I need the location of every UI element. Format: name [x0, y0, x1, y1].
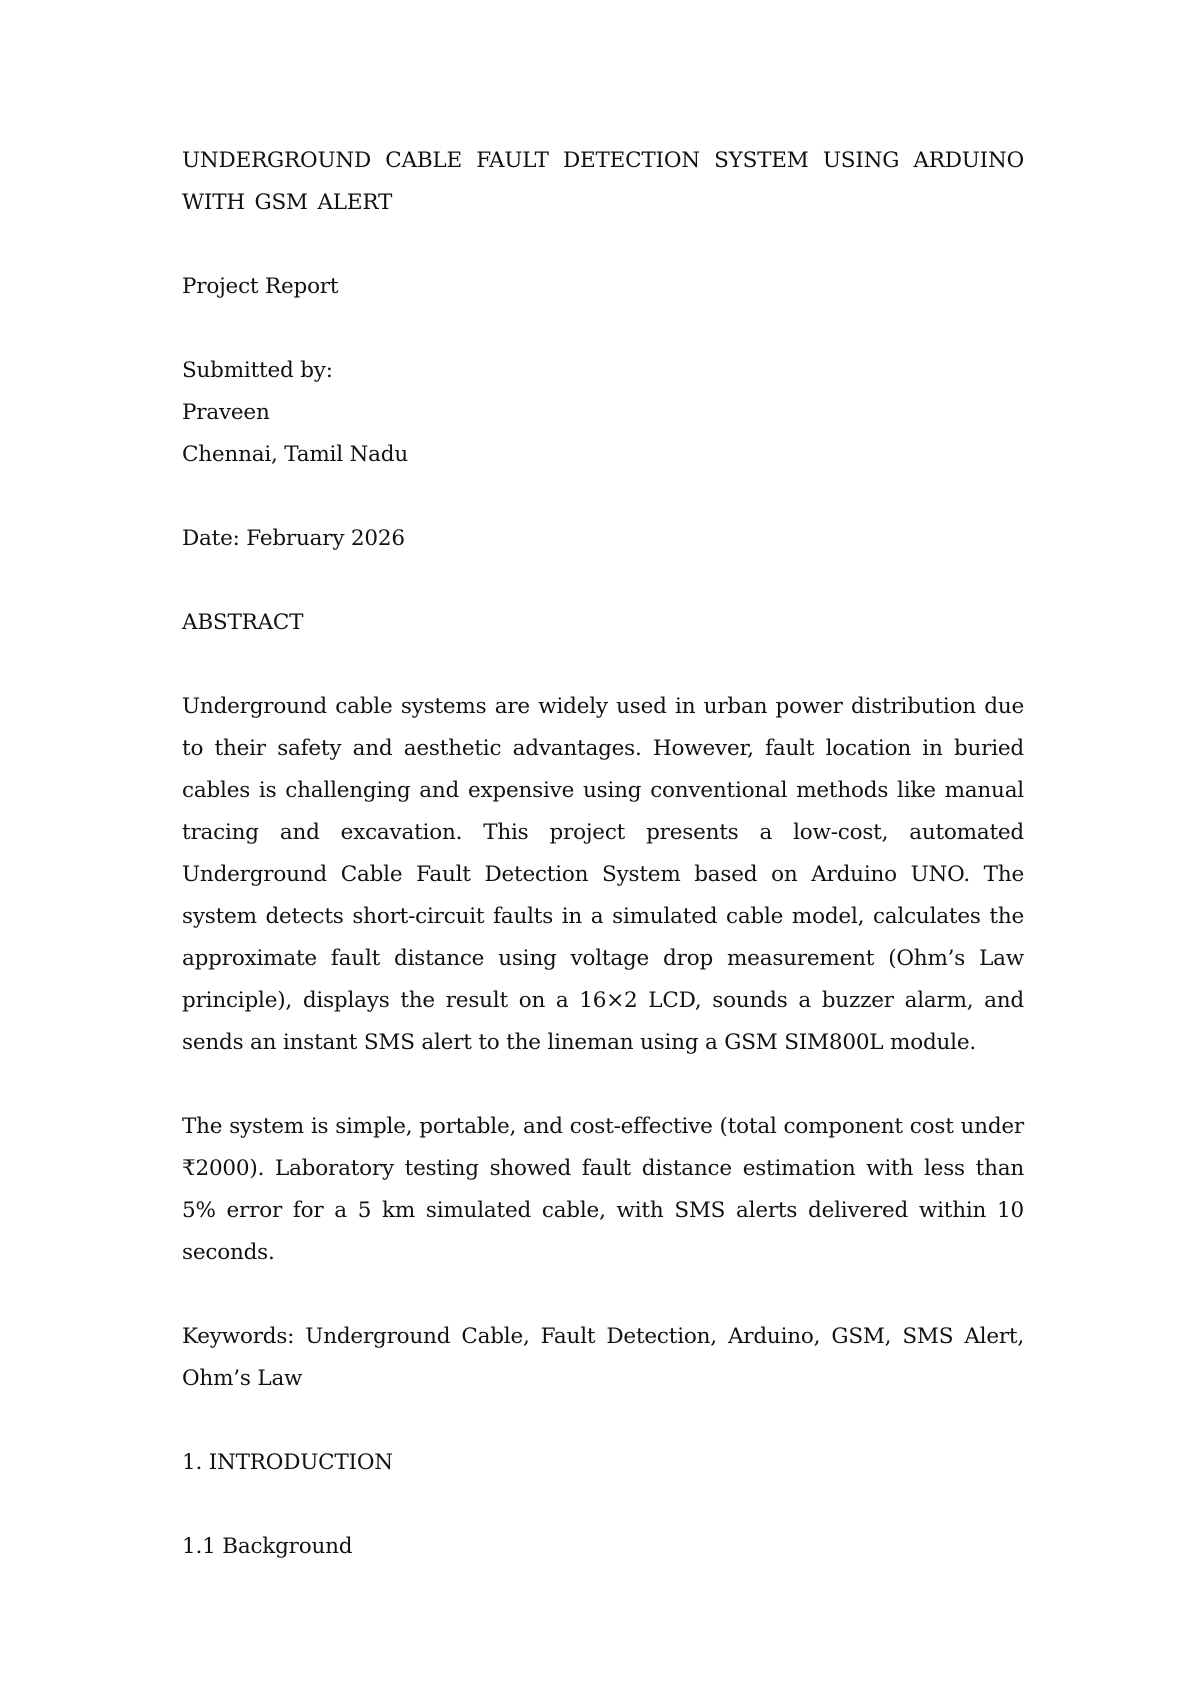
abstract-paragraph-1: Underground cable systems are widely used in urban power distribution due to their safety and aesthetic advantages. However, fault location in buried cables is challenging and expensive using conventional methods like manual tracing and excavation. This project presents a low-cost, automated Underground Cable Fault Detection System based on Arduino UNO. The system detects short-circuit faults in a simulated cable model, calculates the approximate fault distance using voltage drop measurement (Ohm’s Law principle), displays the result on a 16×2 LCD, sounds a buzzer alarm, and sends an instant SMS alert to the lineman using a GSM SIM800L module. — [182, 694, 1024, 1055]
author-location: Chennai, Tamil Nadu — [182, 442, 408, 467]
abstract-heading: ABSTRACT — [182, 610, 304, 635]
report-type: Project Report — [182, 274, 339, 299]
abstract-paragraph-2: The system is simple, portable, and cost-effective (total component cost under ₹2000). Laboratory testing showed fault distance estimation with less than 5% error for a 5 km simulated cable, with SMS alerts delivered within 10 seconds. — [182, 1114, 1024, 1265]
document-title: UNDERGROUND CABLE FAULT DETECTION SYSTEM USING ARDUINO WITH GSM ALERT — [182, 148, 1024, 215]
subsection-heading-background: 1.1 Background — [182, 1534, 353, 1559]
keywords: Keywords: Underground Cable, Fault Detection, Arduino, GSM, SMS Alert, Ohm’s Law — [182, 1324, 1024, 1391]
author-name: Praveen — [182, 400, 270, 425]
submitted-by-label: Submitted by: — [182, 358, 333, 383]
document-body — [182, 140, 1024, 1568]
report-date: Date: February 2026 — [182, 526, 405, 551]
section-heading-introduction: 1. INTRODUCTION — [182, 1450, 393, 1475]
